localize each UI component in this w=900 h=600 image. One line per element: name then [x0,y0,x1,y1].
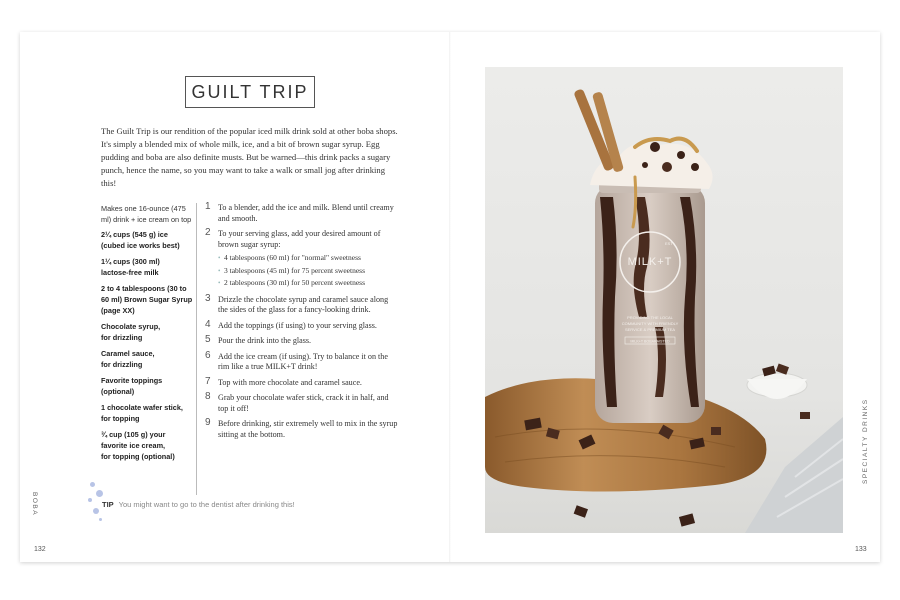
direction-step [205,375,400,389]
step-number: 6 [205,349,211,361]
step-text: Before drinking, stir extremely well to mix in the syrup sitting at the bottom. [218,419,398,439]
direction-step [205,318,400,332]
recipe-intro: The Guilt Trip is our rendition of the popular iced milk drink sold at other boba shops. It's simply a blended mix of whole milk, ice, and a bit of brown sugar syrup. Egg pudding and boba are also definite musts. But be warned—this drink packs a sugary punch, hence the name, so you may want to take a walk or small jog after drinking this! [101,126,398,188]
running-head-right: SPECIALTY DRINKS [862,398,869,484]
ingredient-item [101,375,193,397]
jar-brand: MILK+T [627,256,673,268]
ingredient-item [101,256,193,278]
step-text: Add the ice cream (if using). Try to balance it on the rim like a true MILK+T drink! [218,351,388,371]
ingredient-amount: 2 to 4 tablespoons (30 to 60 ml) Brown Sugar Syrup (page XX) [101,284,193,315]
page-number-right: 133 [855,546,867,553]
drink-photo-illustration [485,67,843,533]
step-text: Grab your chocolate wafer stick, crack it in half, and top it off! [218,393,389,413]
ingredient-item [101,348,193,370]
ingredient-item [101,321,193,343]
ingredient-item [101,429,193,462]
ingredient-note: for topping (optional) [101,452,175,461]
jar-text-line: COMMUNITY WITH FRIENDLY [621,321,679,326]
directions-list [205,203,400,445]
step-number: 5 [205,334,211,345]
ingredient-amount: Favorite toppings [101,376,163,385]
chocolate-chip [650,142,660,152]
direction-step [205,419,400,440]
step-text: Pour the drink into the glass. [218,336,312,345]
step-number: 7 [205,375,211,387]
ingredient-item [101,283,193,316]
ingredient-amount: Chocolate syrup, [101,322,161,331]
step-number: 1 [205,201,211,212]
chocolate-piece [711,427,721,435]
dot-shape [93,508,99,514]
ingredient-note: lactose-free milk [101,268,159,277]
direction-step [205,336,400,347]
step-text: Drizzle the chocolate syrup and caramel sauce along the sides of the glass for a fancy-looking drink. [218,294,389,314]
dot-shape [90,482,95,487]
chocolate-chip [642,162,648,168]
tip-label: TIP [102,500,114,509]
step-text: Top with more chocolate and caramel sauce. [218,377,362,387]
step-text: Add the toppings (if using) to your serving glass. [218,320,377,330]
direction-step [205,292,400,316]
direction-step [205,203,400,224]
step-number: 9 [205,417,211,428]
ingredient-amount: 1¼ cups (300 ml) [101,257,160,266]
dot-shape [99,518,102,521]
ingredient-note: for drizzling [101,333,143,342]
ingredient-note: (cubed ice works best) [101,241,180,250]
step-text: To your serving glass, add your desired amount of brown sugar syrup: [218,229,381,249]
tip-text: You might want to go to the dentist after drinking this! [118,500,295,509]
step-text: To a blender, add the ice and milk. Blend until creamy and smooth. [218,203,394,223]
step-number: 8 [205,391,211,402]
jar-text-line: SERVICE & PREMIUM TEA [624,327,676,332]
book-spread [20,32,880,562]
recipe-yield: Makes one 16-ounce (475 ml) drink + ice cream on top [101,204,192,224]
ingredient-amount: 2¼ cups (545 g) ice [101,230,168,239]
chocolate-chip [691,163,699,171]
dot-shape [88,498,92,502]
ingredient-amount: ¾ cup (105 g) your favorite ice cream, [101,430,166,450]
dot-shape [96,490,103,497]
tip-callout [102,500,295,509]
ingredient-note: (optional) [101,387,135,396]
jar-est: EST [665,241,673,246]
recipe-photo [485,67,843,533]
ingredient-note: for drizzling [101,360,143,369]
sweetness-option: • 3 tablespoons (45 ml) for 75 percent sweetness [218,265,400,278]
chocolate-chip [677,151,685,159]
running-head-left: BOBA [31,492,38,517]
column-divider [196,203,197,495]
sweetness-option: • 4 tablespoons (60 ml) for "normal" sweetness [218,252,400,265]
ingredients-list [101,203,193,467]
jar-text-line: PROVIDING THE LOCAL [627,315,673,320]
ingredient-item [101,229,193,251]
step-number: 2 [205,227,211,238]
sweetness-options [218,252,400,290]
direction-step [205,229,400,290]
direction-step [205,393,400,414]
ingredient-amount: 1 chocolate wafer stick, [101,403,183,412]
direction-step [205,349,400,373]
chocolate-chip [662,162,672,172]
ingredient-note: for topping [101,414,140,423]
sweetness-option: • 2 tablespoons (30 ml) for 50 percent sweetness [218,277,400,290]
jar-badge-text: MILK+T BOBARAISTED [630,339,670,344]
ingredient-amount: Caramel sauce, [101,349,155,358]
page-number-left: 132 [34,546,46,553]
ingredient-item [101,402,193,424]
chocolate-piece [800,412,810,419]
page-gutter [449,32,451,562]
recipe-title: GUILT TRIP [185,76,315,108]
step-number: 4 [205,318,211,330]
step-number: 3 [205,292,211,304]
